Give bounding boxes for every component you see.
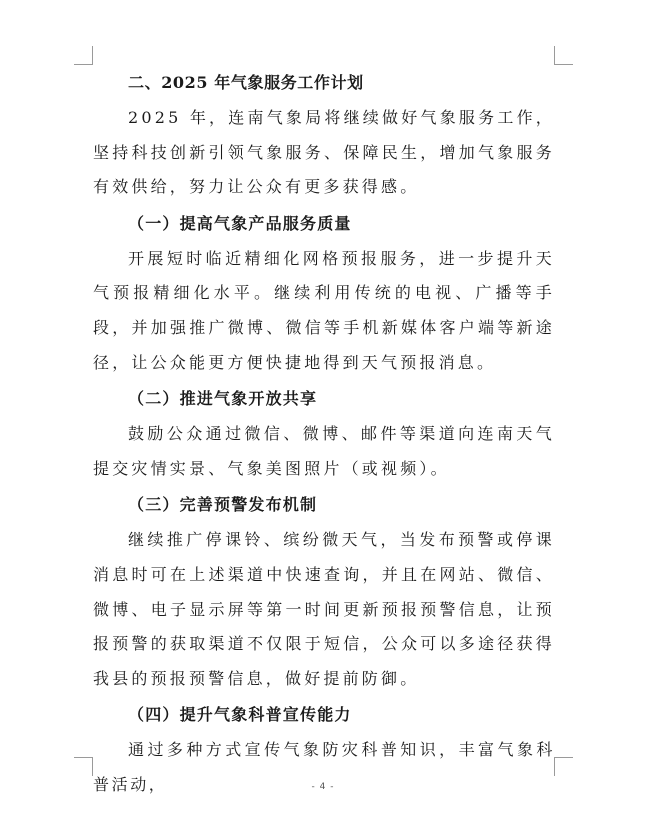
section-heading: 二、2025 年气象服务工作计划 <box>128 73 364 92</box>
crop-mark-top-left <box>74 46 93 65</box>
subsection-title-2: （二）推进气象开放共享 <box>128 389 318 409</box>
subsection-body-2: 鼓励公众通过微信、微博、邮件等渠道向连南天气提交灾情实景、气象美图照片（或视频）。 <box>93 424 555 478</box>
document-body <box>93 64 555 803</box>
subsection-title-3: （三）完善预警发布机制 <box>128 495 318 515</box>
page-number: - 4 - <box>311 782 335 792</box>
subsection-body-1: 开展短时临近精细化网格预报服务，进一步提升天气预报精细化水平。继续利用传统的电视、广播等手段，并加强推广微博、微信等手机新媒体客户端等新途径，让公众能更方便快捷地得到天气预报消息。 <box>93 248 555 372</box>
subsection-title-1: （一）提高气象产品服务质量 <box>128 213 352 233</box>
crop-mark-bottom-left <box>74 757 93 776</box>
subsection-body-3: 继续推广停课铃、缤纷微天气，当发布预警或停课消息时可在上述渠道中快速查询，并且在网站、微信、微博、电子显示屏等第一时间更新预报预警信息，让预报预警的获取渠道不仅限于短信，公众可以多途径获得我县的预报预警信息，做好提前防御。 <box>93 530 555 688</box>
crop-mark-top-right <box>554 46 573 65</box>
intro-paragraph: 2025 年，连南气象局将继续做好气象服务工作，坚持科技创新引领气象服务、保障民生，增加气象服务有效供给，努力让公众有更多获得感。 <box>93 108 555 197</box>
subsection-body-4: 通过多种方式宣传气象防灾科普知识，丰富气象科普活动， <box>93 740 555 794</box>
subsection-title-4: （四）提升气象科普宣传能力 <box>128 705 352 725</box>
crop-mark-bottom-right <box>554 757 573 776</box>
